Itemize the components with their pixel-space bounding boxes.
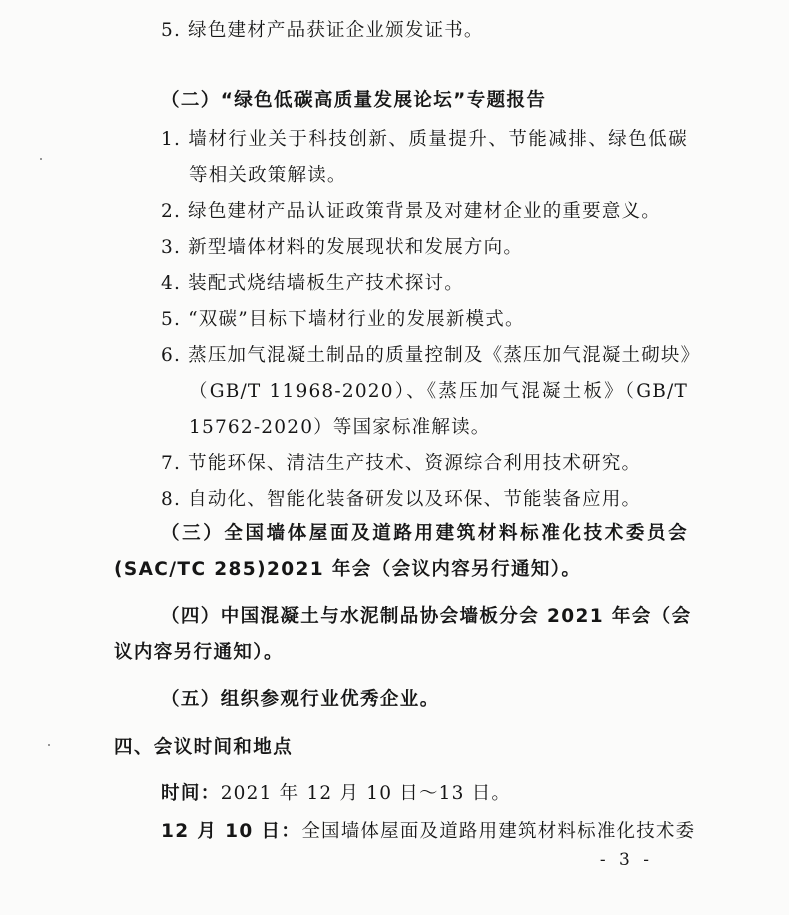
list-item-automation: 8. 自动化、智能化装备研发以及环保、节能装备应用。 [161,489,642,510]
section-heading-forum: （二）“绿色低碳高质量发展论坛”专题报告 [161,90,547,111]
dec10-value: 全国墙体屋面及道路用建筑材料标准化技术委 [301,821,696,842]
list-item-policy-interpretation-cont: 等相关政策解读。 [189,165,347,186]
chapter-heading-time-place: 四、会议时间和地点 [114,737,294,758]
section-heading-tc285-cont: (SAC/TC 285)2021 年会（会议内容另行通知）。 [114,559,582,580]
meeting-time-line [161,781,511,807]
section-heading-wallboard-branch-cont: 议内容另行通知）。 [114,642,284,663]
list-item-certification-policy: 2. 绿色建材产品认证政策背景及对建材企业的重要意义。 [161,201,661,222]
list-item-wall-material-status: 3. 新型墙体材料的发展现状和发展方向。 [161,237,524,258]
section-heading-tc285: （三）全国墙体屋面及道路用建筑材料标准化技术委员会 [161,523,688,544]
meeting-time-label: 时间： [161,783,221,804]
list-item-aac-quality: 6. 蒸压加气混凝土制品的质量控制及《蒸压加气混凝土砌块》 [161,345,701,366]
list-item-aac-standards: （GB/T 11968-2020）、《蒸压加气混凝土板》（GB/T [189,381,688,402]
page-number: - 3 - [599,850,653,870]
dec10-label: 12 月 10 日： [161,821,302,842]
meeting-time-value: 2021 年 12 月 10 日～13 日。 [220,783,512,804]
dec10-schedule-line [161,819,695,845]
list-item-aac-standards-cont: 15762-2020）等国家标准解读。 [189,417,491,438]
section-heading-site-visit: （五）组织参观行业优秀企业。 [161,689,440,710]
list-item-prefab-wallboard: 4. 装配式烧结墙板生产技术探讨。 [161,273,464,294]
scan-speck [40,158,42,160]
list-item-award-certificates: 5. 绿色建材产品获证企业颁发证书。 [161,20,484,41]
list-item-dual-carbon: 5. “双碳”目标下墙材行业的发展新模式。 [161,309,525,330]
section-heading-wallboard-branch: （四）中国混凝土与水泥制品协会墙板分会 2021 年会（会 [161,606,692,627]
scan-speck [48,744,50,746]
list-item-energy-saving: 7. 节能环保、清洁生产技术、资源综合利用技术研究。 [161,453,642,474]
list-item-policy-interpretation: 1. 墙材行业关于科技创新、质量提升、节能减排、绿色低碳 [161,129,688,150]
